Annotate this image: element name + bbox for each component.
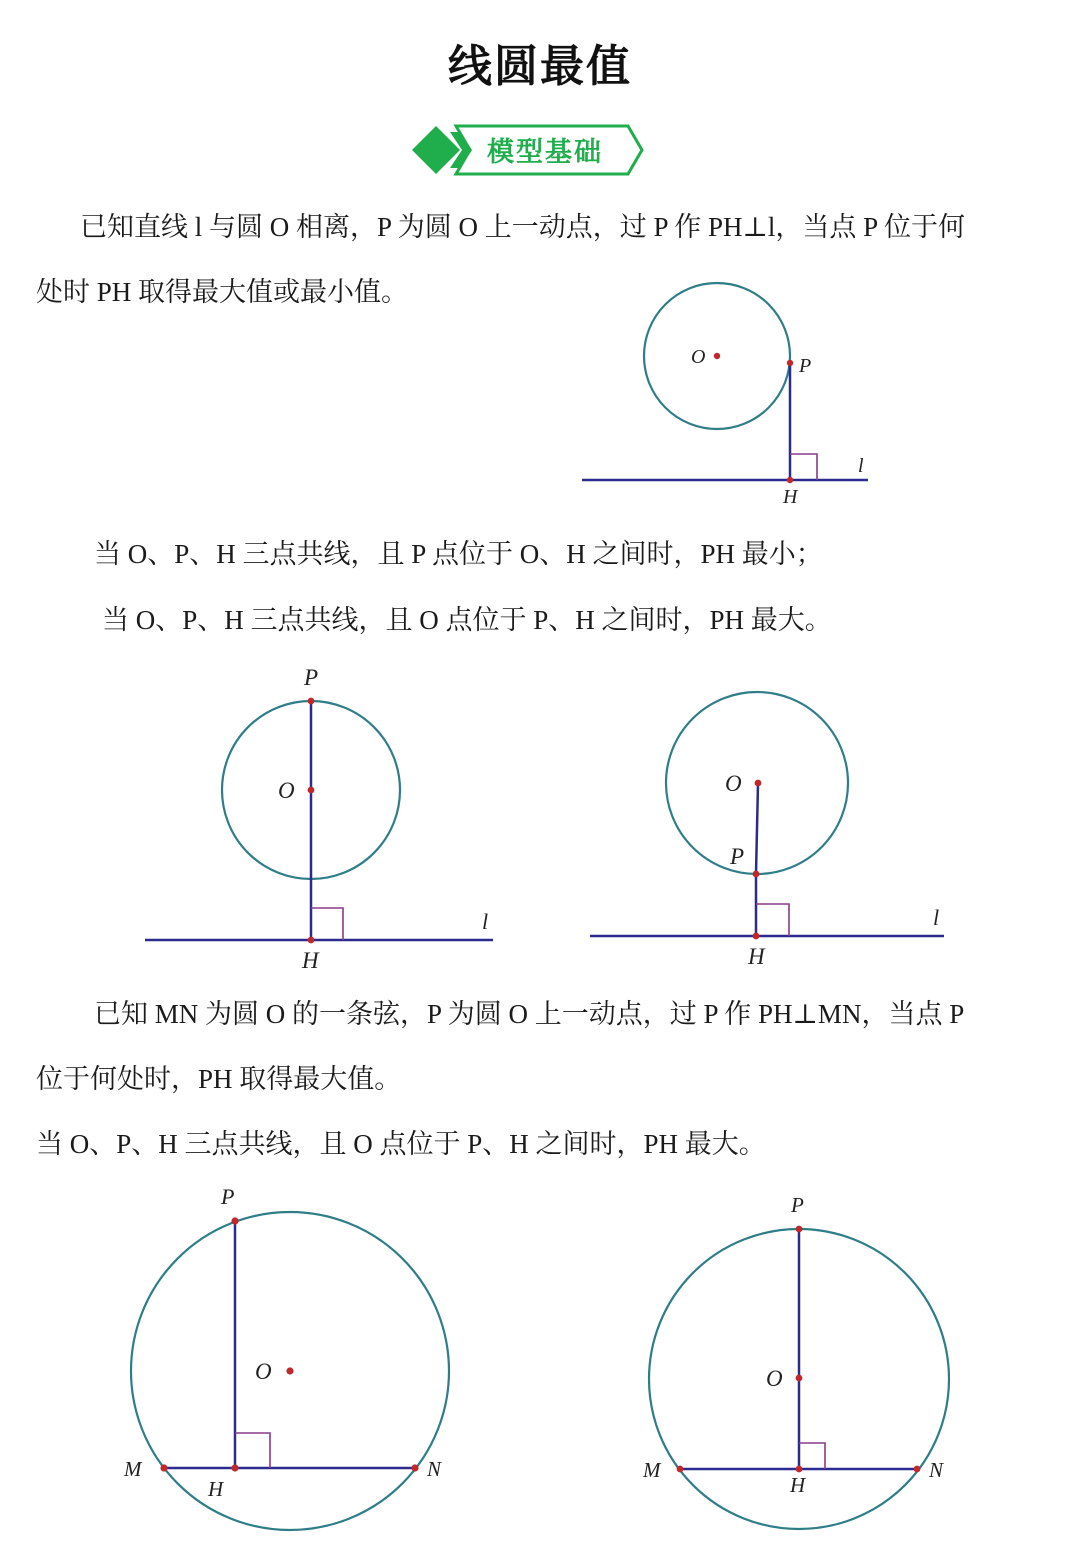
point-n [914, 1466, 921, 1473]
label-o: O [766, 1366, 783, 1391]
page-title: 线圆最值 [448, 41, 632, 92]
point-p [787, 360, 793, 366]
section-badge-label: 模型基础 [487, 137, 603, 168]
label-h: H [748, 944, 765, 969]
label-m: M [124, 1457, 142, 1481]
right-angle-mark [235, 1433, 270, 1468]
point-n [411, 1464, 418, 1471]
point-m [160, 1464, 167, 1471]
label-m: M [643, 1458, 661, 1482]
point-h [231, 1464, 238, 1471]
problem1-line2: 处时 PH 取得最大值或最小值。 [36, 277, 409, 307]
label-l: l [858, 455, 864, 477]
conclusion-chord-max: 当 O、P、H 三点共线，且 O 点位于 P、H 之间时，PH 最大。 [36, 1129, 766, 1159]
right-angle-mark [790, 454, 817, 480]
point-o [714, 353, 720, 359]
point-o [286, 1367, 293, 1374]
figure-2-max-case [135, 655, 515, 985]
label-n: N [929, 1458, 944, 1482]
point-h [787, 477, 793, 483]
figure-5-chord-max [630, 1190, 970, 1559]
label-h: H [208, 1477, 224, 1501]
label-o: O [725, 771, 742, 796]
point-h [308, 937, 315, 944]
label-p: P [304, 665, 319, 690]
label-l: l [933, 905, 940, 930]
point-o [796, 1375, 803, 1382]
label-h: H [302, 948, 319, 973]
point-h [753, 933, 760, 940]
label-n: N [427, 1457, 442, 1481]
label-h: H [790, 1473, 806, 1497]
point-p [796, 1226, 803, 1233]
label-o: O [691, 346, 706, 368]
label-h: H [783, 486, 798, 508]
point-o [308, 787, 315, 794]
problem1-line1: 已知直线 l 与圆 O 相离，P 为圆 O 上一动点，过 P 作 PH⊥l，当点 P 位于何 [80, 212, 965, 242]
right-angle-mark [799, 1443, 825, 1469]
point-p [231, 1217, 238, 1224]
label-o: O [278, 778, 295, 803]
problem2-line2: 位于何处时，PH 取得最大值。 [36, 1064, 402, 1094]
label-p: P [799, 355, 812, 377]
label-p: P [791, 1193, 804, 1217]
point-m [677, 1466, 684, 1473]
figure-1-line-circle-separate [570, 270, 880, 520]
point-h [796, 1466, 803, 1473]
point-p [308, 698, 315, 705]
point-p [753, 871, 760, 878]
right-angle-mark [311, 908, 343, 940]
problem2-line1: 已知 MN 为圆 O 的一条弦，P 为圆 O 上一动点，过 P 作 PH⊥MN，当点 P [94, 999, 965, 1029]
label-o: O [255, 1359, 272, 1384]
segment-op [756, 783, 758, 874]
label-p: P [221, 1184, 235, 1209]
figure-4-chord-general [110, 1180, 470, 1559]
conclusion-min: 当 O、P、H 三点共线，且 P 点位于 O、H 之间时，PH 最小； [94, 539, 823, 569]
conclusion-max: 当 O、P、H 三点共线，且 O 点位于 P、H 之间时，PH 最大。 [102, 605, 832, 635]
point-o [755, 780, 762, 787]
label-p: P [730, 844, 745, 869]
right-angle-mark [756, 904, 789, 936]
label-l: l [482, 909, 489, 934]
figure-3-min-case [580, 675, 960, 985]
